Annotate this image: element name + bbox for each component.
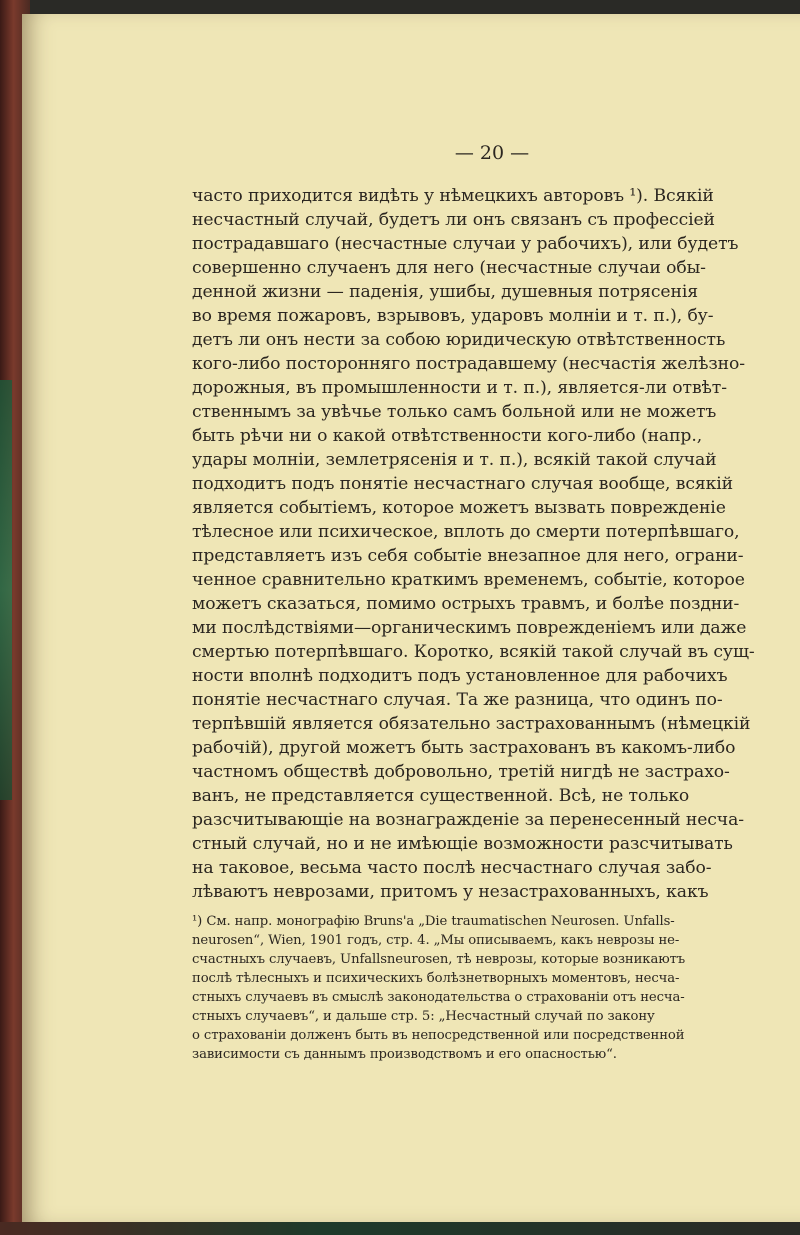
body-line: совершенно случаенъ для него (несчастные случаи обы- (192, 258, 706, 278)
body-line: дорожныя, въ промышленности и т. п.), является-ли отвѣт- (192, 378, 727, 398)
body-line: рабочій), другой можетъ быть застрахованъ въ какомъ-либо (192, 738, 736, 758)
body-line: кого-либо посторонняго пострадавшему (несчастія желѣзно- (192, 354, 745, 374)
page-bottom-edge (0, 1222, 800, 1235)
body-line: частномъ обществѣ добровольно, третій нигдѣ не застрахо- (192, 762, 730, 782)
body-line: понятіе несчастнаго случая. Та же разница, что одинъ по- (192, 690, 723, 710)
spine-cloth-edge (0, 380, 12, 800)
body-line: удары молніи, землетрясенія и т. п.), всякій такой случай (192, 450, 717, 470)
body-line: несчастный случай, будетъ ли онъ связанъ съ профессіей (192, 210, 715, 230)
footnote-line: счастныхъ случаевъ, Unfallsneurosen, тѣ неврозы, которые возникаютъ (192, 952, 686, 967)
body-line: является событіемъ, которое можетъ вызвать поврежденіе (192, 498, 726, 518)
body-line: во время пожаровъ, взрывовъ, ударовъ молніи и т. п.), бу- (192, 306, 714, 326)
body-line: подходитъ подъ понятіе несчастнаго случая вообще, всякій (192, 474, 734, 494)
footnote-line: стныхъ случаевъ“, и дальше стр. 5: „Несчастный случай по закону (192, 1009, 655, 1024)
footnote-line: послѣ тѣлесныхъ и психическихъ болѣзнетворныхъ моментовъ, несча- (192, 971, 680, 986)
footnote-line: стныхъ случаевъ въ смыслѣ законодательства о страхованіи отъ несча- (192, 990, 685, 1005)
body-line: денной жизни — паденія, ушибы, душевныя потрясенія (192, 282, 698, 302)
body-line: тѣлесное или психическое, вплоть до смерти потерпѣвшаго, (192, 522, 740, 542)
body-line: ственнымъ за увѣчье только самъ больной или не можетъ (192, 402, 717, 422)
body-line: терпѣвшій является обязательно застрахованнымъ (нѣмецкій (192, 714, 751, 734)
body-line: на таковое, весьма часто послѣ несчастнаго случая забо- (192, 858, 712, 878)
footnote-line: о страхованіи долженъ быть въ непосредственной или посредственной (192, 1028, 685, 1043)
body-line: быть рѣчи ни о какой отвѣтственности кого-либо (напр., (192, 426, 703, 446)
body-line: ванъ, не представляется существенной. Всѣ, не только (192, 786, 690, 806)
footnote-line: ¹) См. напр. монографію Bruns'а „Die traumatischen Neurosen. Unfalls- (192, 914, 675, 929)
footnote-line: neurosen“, Wien, 1901 годъ, стр. 4. „Мы описываемъ, какъ неврозы не- (192, 933, 680, 948)
body-line: разсчитывающіе на вознагражденіе за перенесенный несча- (192, 810, 744, 830)
body-line: представляетъ изъ себя событіе внезапное для него, ограни- (192, 546, 744, 566)
body-line: ченное сравнительно краткимъ временемъ, событіе, которое (192, 570, 745, 590)
body-line: детъ ли онъ нести за собою юридическую отвѣтственность (192, 330, 726, 350)
page-number: — 20 — (454, 142, 530, 164)
body-line: часто приходится видѣть у нѣмецкихъ авторовъ ¹). Всякій (192, 186, 714, 206)
body-line: лѣваютъ неврозами, притомъ у незастрахованныхъ, какъ (192, 882, 709, 902)
body-line: стный случай, но и не имѣющіе возможности разсчитывать (192, 834, 733, 854)
body-line: ности вполнѣ подходитъ подъ установленное для рабочихъ (192, 666, 728, 686)
footnote-line: зависимости съ даннымъ производствомъ и его опасностью“. (192, 1047, 617, 1062)
body-line: можетъ сказаться, помимо острыхъ травмъ, и болѣе поздни- (192, 594, 740, 614)
body-line: ми послѣдствіями—органическимъ поврежденіемъ или даже (192, 618, 747, 638)
book-page (22, 14, 800, 1222)
body-line: пострадавшаго (несчастные случаи у рабочихъ), или будетъ (192, 234, 739, 254)
body-line: смертью потерпѣвшаго. Коротко, всякій такой случай въ сущ- (192, 642, 755, 662)
